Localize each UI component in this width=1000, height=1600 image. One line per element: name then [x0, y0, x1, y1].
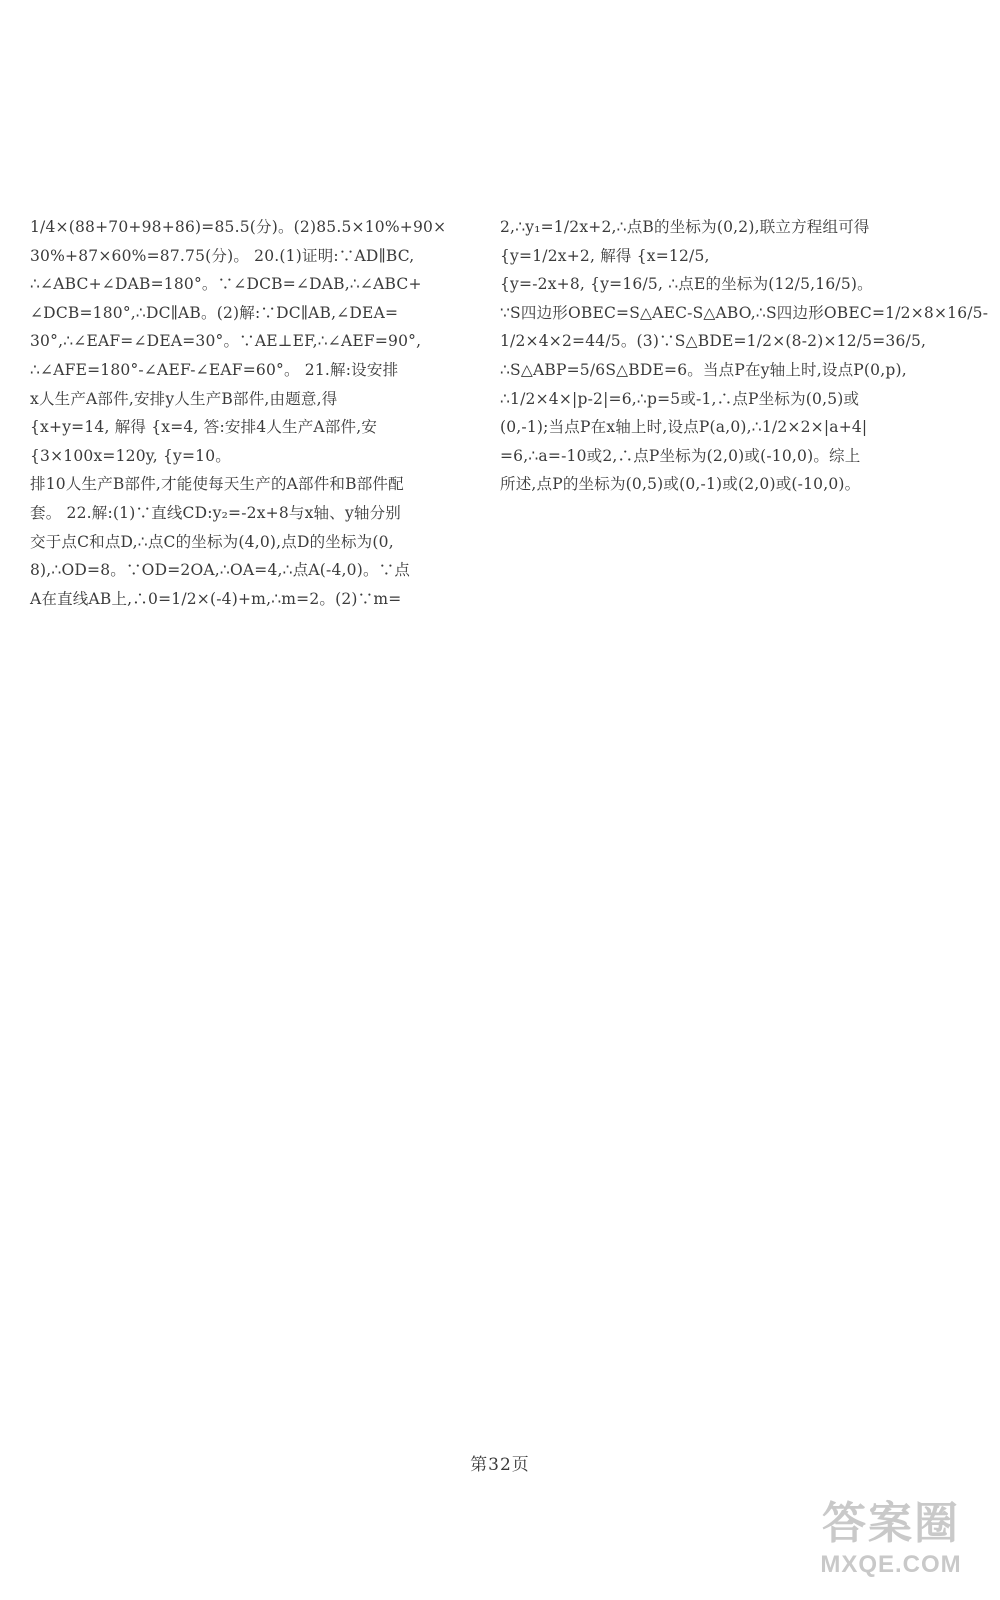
- page-number: 第32页: [470, 1455, 530, 1475]
- text-line: =6,∴a=-10或2,∴点P坐标为(2,0)或(-10,0)。综上: [500, 446, 861, 465]
- text-line: 1/2×4×2=44/5。(3)∵S△BDE=1/2×(8-2)×12/5=36/5,: [500, 332, 927, 351]
- text-line: 8),∴OD=8。∵OD=2OA,∴OA=4,∴点A(-4,0)。∵点: [30, 561, 411, 580]
- watermark-url: MXQE.COM: [820, 1551, 962, 1578]
- text-line: (0,-1);当点P在x轴上时,设点P(a,0),∴1/2×2×|a+4|: [500, 418, 868, 437]
- watermark-logo: [806, 1498, 976, 1588]
- answer-column-right: [500, 213, 989, 499]
- text-line: A在直线AB上,∴0=1/2×(-4)+m,∴m=2。(2)∵m=: [30, 589, 402, 608]
- text-line: 2,∴y₁=1/2x+2,∴点B的坐标为(0,2),联立方程组可得: [500, 218, 870, 236]
- text-line: ∴S△ABP=5/6S△BDE=6。当点P在y轴上时,设点P(0,p),: [500, 360, 907, 379]
- text-line: 所述,点P的坐标为(0,5)或(0,-1)或(2,0)或(-10,0)。: [500, 475, 861, 494]
- text-line: ∠DCB=180°,∴DC∥AB。(2)解:∵DC∥AB,∠DEA=: [30, 303, 399, 322]
- text-line: 套。 22.解:(1)∵直线CD:y₂=-2x+8与x轴、y轴分别: [30, 503, 402, 522]
- text-line: ∴∠ABC+∠DAB=180°。∵∠DCB=∠DAB,∴∠ABC+: [30, 275, 422, 294]
- text-line: ∴∠AFE=180°-∠AEF-∠EAF=60°。 21.解:设安排: [30, 360, 399, 379]
- text-line: x人生产A部件,安排y人生产B部件,由题意,得: [30, 389, 338, 408]
- text-line: {y=-2x+8, {y=16/5, ∴点E的坐标为(12/5,16/5)。: [500, 275, 873, 294]
- text-line: 30%+87×60%=87.75(分)。 20.(1)证明:∵AD∥BC,: [30, 246, 415, 265]
- answer-column-left: [30, 213, 478, 613]
- text-line: ∵S四边形OBEC=S△AEC-S△ABO,∴S四边形OBEC=1/2×8×16/5-: [500, 303, 989, 322]
- watermark-text: 答案圈: [822, 1498, 960, 1549]
- text-line: 排10人生产B部件,才能使每天生产的A部件和B部件配: [30, 475, 404, 494]
- text-line: 1/4×(88+70+98+86)=85.5(分)。(2)85.5×10%+90×: [30, 218, 447, 236]
- text-line: {x+y=14, 解得 {x=4, 答:安排4人生产A部件,安: [30, 418, 378, 437]
- text-line: 交于点C和点D,∴点C的坐标为(4,0),点D的坐标为(0,: [30, 532, 394, 551]
- text-line: {3×100x=120y, {y=10。: [30, 446, 231, 465]
- text-line: {y=1/2x+2, 解得 {x=12/5,: [500, 246, 710, 265]
- text-line: ∴1/2×4×|p-2|=6,∴p=5或-1,∴点P坐标为(0,5)或: [500, 389, 860, 408]
- text-line: 30°,∴∠EAF=∠DEA=30°。∵AE⊥EF,∴∠AEF=90°,: [30, 332, 422, 351]
